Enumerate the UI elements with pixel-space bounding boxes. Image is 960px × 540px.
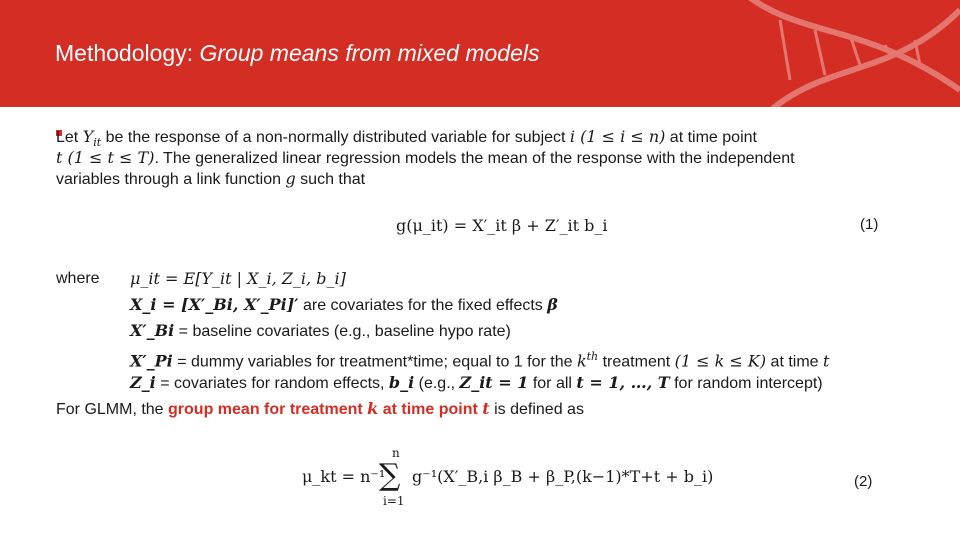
sum-upper-limit: n [392,446,400,460]
where-label: where [56,270,100,287]
title-plain: Methodology: [55,40,200,66]
equation-2-number: (2) [854,473,873,490]
definition-z: Z_i = covariates for random effects, b_i (e.g., Z_it = 1 for all t = 1, …, T for random intercept) [130,373,823,392]
intro-line-1: Let $Y_{it}$ be the response of a non-normally distributed variable for subject i (1 ≤ i ≤ n) at time point [56,127,757,150]
definition-x: X_i = [X′_Bi, X′_Pi]′ are covariates for the fixed effects β [130,295,558,314]
intro-line-3: variables through a link function g such that [56,169,366,188]
glmm-definition-line: For GLMM, the group mean for treatment k at time point t is defined as [56,399,584,418]
equation-1: g(μ_it) = X′_it β + Z′_it b_i [396,216,608,235]
sum-lower-limit: i=1 [383,494,405,508]
equation-2-lhs: μ_kt = n⁻¹ [302,467,386,486]
intro-line-2: t (1 ≤ t ≤ T). The generalized linear regression models the mean of the response with the independent [56,148,795,167]
definition-xp: X′_Pi = dummy variables for treatment*time; equal to 1 for the $k^{th}$ treatment (1 ≤ k ≤ K) at time t [130,350,830,371]
equation-2-rhs: g⁻¹(X′_B,i β_B + β_P,(k−1)*T+t + b_i) [412,467,714,486]
title-italic: Group means from mixed models [199,40,540,66]
slide-header [0,0,960,107]
equation-1-number: (1) [860,216,879,233]
definition-mu: μ_it = E[Y_it | X_i, Z_i, b_i] [130,269,346,288]
summation-sign: ∑ [379,458,401,493]
definition-xb: X′_Bi = baseline covariates (e.g., baseline hypo rate) [130,321,511,340]
dna-helix-icon [720,0,960,107]
slide-title [55,40,540,67]
